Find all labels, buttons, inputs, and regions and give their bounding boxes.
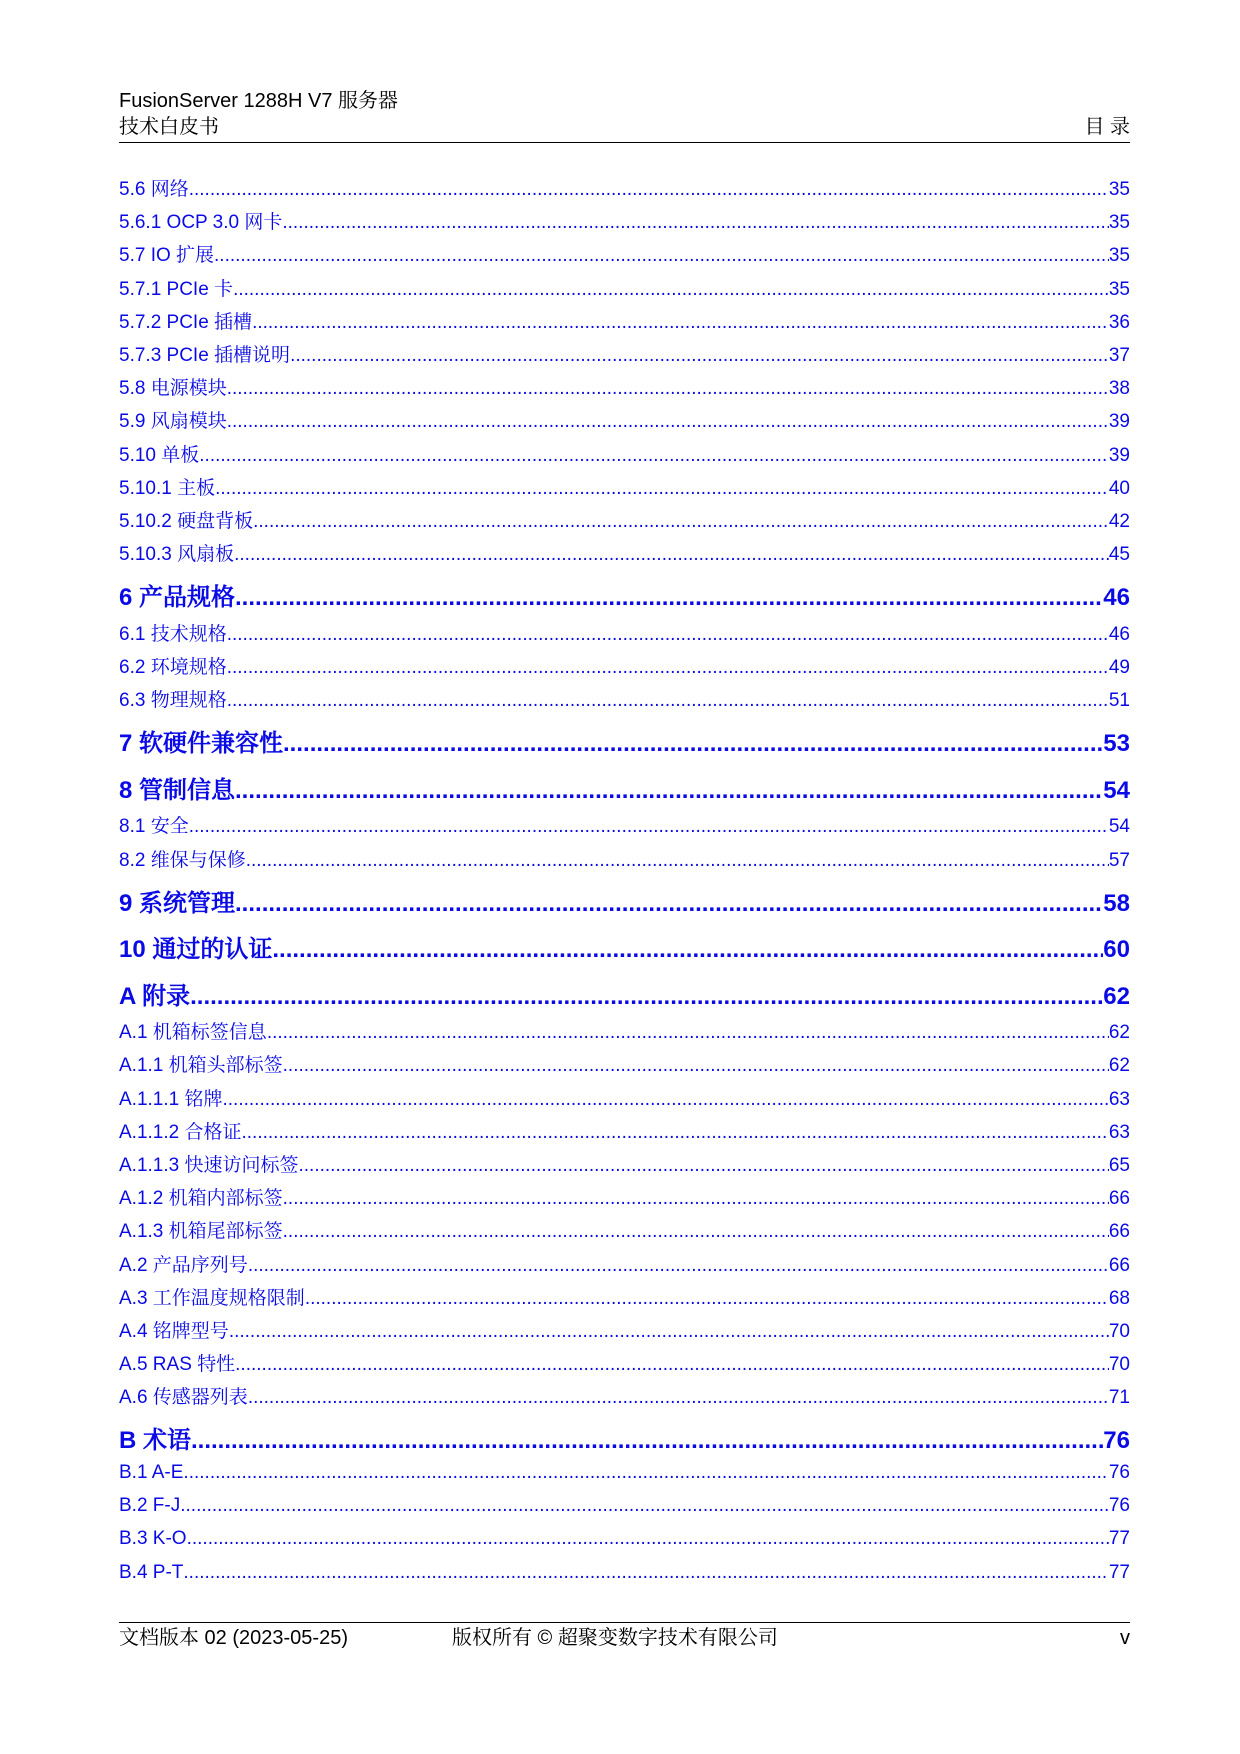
toc-section-link[interactable] [119, 685, 1130, 718]
toc-entry-page-number: 68 [1108, 1287, 1130, 1309]
header-section-title: 目 录 [1084, 116, 1130, 138]
toc-entry-page-number: 77 [1108, 1561, 1130, 1583]
toc-entry-title: 5.8 电源模块 [119, 378, 227, 400]
toc-section-link[interactable] [119, 845, 1130, 878]
toc-section-link[interactable] [119, 1316, 1130, 1349]
toc-entry-title: 5.9 风扇模块 [119, 411, 227, 433]
toc-dot-leader [282, 212, 1109, 234]
toc-section-link[interactable] [119, 1495, 1130, 1528]
toc-section-link[interactable] [119, 373, 1130, 406]
toc-section-link[interactable] [119, 539, 1130, 572]
toc-dot-leader [305, 1288, 1109, 1310]
toc-entry-page-number: 66 [1108, 1221, 1130, 1243]
toc-section-link[interactable] [119, 1183, 1130, 1216]
toc-dot-leader [214, 245, 1109, 267]
toc-entry-page-number: 76 [1103, 1427, 1130, 1455]
toc-entry-page-number: 38 [1108, 378, 1130, 400]
toc-dot-leader [233, 279, 1109, 301]
toc-dot-leader [227, 411, 1109, 433]
toc-entry-page-number: 35 [1108, 212, 1130, 234]
toc-entry-page-number: 35 [1108, 245, 1130, 267]
toc-entry-title: A.1.2 机箱内部标签 [119, 1188, 283, 1210]
toc-entry-page-number: 35 [1108, 179, 1130, 200]
toc-entry-page-number: 42 [1108, 510, 1130, 532]
toc-entry-page-number: 57 [1108, 849, 1130, 871]
toc-section-link[interactable] [119, 1084, 1130, 1117]
toc-entry-page-number: 70 [1108, 1320, 1130, 1342]
toc-section-link[interactable] [119, 240, 1130, 273]
toc-section-link[interactable] [119, 473, 1130, 506]
toc-entry-title: A.1.1.2 合格证 [119, 1121, 242, 1143]
toc-dot-leader [229, 1321, 1109, 1343]
footer-copyright: 版权所有 © 超聚变数字技术有限公司 [452, 1627, 778, 1649]
toc-entry-page-number: 53 [1103, 730, 1130, 758]
toc-section-link[interactable] [119, 1050, 1130, 1083]
toc-section-link[interactable] [119, 811, 1130, 844]
toc-entry-title: 9 系统管理 [119, 889, 236, 917]
toc-section-link[interactable] [119, 619, 1130, 652]
toc-dot-leader [234, 544, 1109, 566]
toc-entry-title: 5.10.1 主板 [119, 477, 216, 499]
toc-section-link[interactable] [119, 506, 1130, 539]
toc-entry-title: A.1.1.3 快速访问标签 [119, 1154, 299, 1176]
toc-entry-page-number: 37 [1108, 344, 1130, 366]
toc-entry-page-number: 77 [1108, 1528, 1130, 1550]
table-of-contents [119, 174, 1130, 1595]
toc-chapter-link[interactable] [119, 924, 1130, 971]
toc-entry-page-number: 71 [1108, 1387, 1130, 1409]
toc-entry-title: B.4 P-T [119, 1561, 184, 1583]
toc-dot-leader [267, 1022, 1109, 1044]
toc-entry-page-number: 40 [1108, 477, 1130, 499]
footer-page-number: v [1120, 1627, 1130, 1649]
toc-dot-leader [227, 690, 1109, 712]
toc-entry-title: 5.6 网络 [119, 179, 189, 200]
toc-entry-title: 6.2 环境规格 [119, 656, 227, 678]
toc-dot-leader [227, 624, 1109, 646]
toc-entry-title: 5.10.3 风扇板 [119, 544, 235, 566]
toc-section-link[interactable] [119, 1382, 1130, 1415]
toc-dot-leader [283, 1055, 1109, 1077]
toc-dot-leader [199, 445, 1109, 467]
toc-entry-title: 8.2 维保与保修 [119, 849, 246, 871]
toc-dot-leader [283, 1221, 1109, 1243]
toc-entry-page-number: 76 [1108, 1461, 1130, 1483]
toc-dot-leader [253, 511, 1109, 533]
toc-entry-page-number: 46 [1108, 623, 1130, 645]
toc-section-link[interactable] [119, 1562, 1130, 1595]
toc-entry-title: 8 管制信息 [119, 776, 236, 804]
footer-document-version: 文档版本 02 (2023-05-25) [119, 1627, 348, 1649]
toc-entry-page-number: 62 [1108, 1055, 1130, 1077]
toc-entry-page-number: 65 [1108, 1154, 1130, 1176]
toc-entry-page-number: 39 [1108, 444, 1130, 466]
toc-entry-page-number: 45 [1108, 544, 1130, 566]
toc-dot-leader [180, 1495, 1109, 1517]
toc-dot-leader [235, 584, 1103, 612]
toc-entry-title: 6.3 物理规格 [119, 690, 227, 712]
toc-entry-title: B 术语 [119, 1427, 191, 1455]
toc-entry-title: 5.6.1 OCP 3.0 网卡 [119, 212, 283, 234]
toc-entry-page-number: 54 [1103, 776, 1130, 804]
toc-section-link[interactable] [119, 174, 1130, 207]
toc-dot-leader [183, 1562, 1108, 1584]
toc-dot-leader [191, 1427, 1103, 1455]
toc-section-link[interactable] [119, 307, 1130, 340]
toc-dot-leader [248, 1255, 1109, 1277]
toc-dot-leader [227, 378, 1109, 400]
toc-dot-leader [252, 312, 1109, 334]
toc-section-link[interactable] [119, 1216, 1130, 1249]
toc-entry-title: 5.7 IO 扩展 [119, 245, 215, 267]
toc-chapter-link[interactable] [119, 572, 1130, 619]
toc-section-link[interactable] [119, 1150, 1130, 1183]
toc-dot-leader [299, 1155, 1109, 1177]
toc-chapter-link[interactable] [119, 971, 1130, 1018]
toc-section-link[interactable] [119, 1117, 1130, 1150]
toc-entry-title: A.1 机箱标签信息 [119, 1022, 267, 1044]
toc-entry-page-number: 63 [1108, 1121, 1130, 1143]
toc-entry-title: 5.10 单板 [119, 444, 200, 466]
toc-entry-title: 5.10.2 硬盘背板 [119, 510, 254, 532]
toc-dot-leader [235, 1354, 1109, 1376]
toc-dot-leader [235, 777, 1103, 805]
toc-entry-title: 5.7.3 PCIe 插槽说明 [119, 344, 291, 366]
toc-dot-leader [283, 730, 1103, 758]
toc-entry-title: A 附录 [119, 982, 191, 1010]
toc-section-link[interactable] [119, 274, 1130, 307]
toc-entry-page-number: 39 [1108, 411, 1130, 433]
toc-entry-title: A.1.1 机箱头部标签 [119, 1055, 283, 1077]
toc-chapter-link[interactable] [119, 1415, 1130, 1462]
toc-dot-leader [190, 983, 1103, 1011]
toc-entry-page-number: 66 [1108, 1254, 1130, 1276]
toc-entry-title: B.2 F-J [119, 1495, 181, 1517]
toc-dot-leader [223, 1089, 1109, 1111]
toc-dot-leader [183, 1462, 1108, 1484]
toc-section-link[interactable] [119, 1283, 1130, 1316]
toc-entry-title: 6 产品规格 [119, 584, 236, 612]
toc-section-link[interactable] [119, 440, 1130, 473]
toc-chapter-link[interactable] [119, 765, 1130, 812]
header-document-type: 技术白皮书 [119, 116, 219, 138]
toc-section-link[interactable] [119, 207, 1130, 240]
toc-entry-title: 5.7.2 PCIe 插槽 [119, 311, 253, 333]
toc-entry-title: B.1 A-E [119, 1461, 184, 1483]
toc-entry-title: 6.1 技术规格 [119, 623, 227, 645]
toc-entry-page-number: 51 [1108, 690, 1130, 712]
toc-section-link[interactable] [119, 1017, 1130, 1050]
toc-dot-leader [290, 345, 1109, 367]
toc-entry-title: A.4 铭牌型号 [119, 1320, 229, 1342]
toc-entry-title: 5.7.1 PCIe 卡 [119, 278, 234, 300]
toc-entry-page-number: 58 [1103, 889, 1130, 917]
toc-section-link[interactable] [119, 1528, 1130, 1561]
toc-dot-leader [215, 478, 1109, 500]
toc-entry-title: 8.1 安全 [119, 816, 189, 838]
toc-entry-title: B.3 K-O [119, 1528, 187, 1550]
toc-entry-title: A.3 工作温度规格限制 [119, 1287, 305, 1309]
toc-dot-leader [246, 850, 1109, 872]
toc-dot-leader [189, 179, 1109, 201]
toc-entry-page-number: 62 [1108, 1022, 1130, 1044]
toc-entry-page-number: 70 [1108, 1354, 1130, 1376]
page-footer [119, 1622, 1130, 1655]
toc-entry-page-number: 54 [1108, 816, 1130, 838]
toc-dot-leader [227, 657, 1109, 679]
toc-chapter-link[interactable] [119, 878, 1130, 925]
toc-entry-page-number: 60 [1103, 936, 1130, 964]
toc-entry-title: A.6 传感器列表 [119, 1387, 248, 1409]
toc-entry-title: A.1.1.1 铭牌 [119, 1088, 223, 1110]
toc-entry-title: 7 软硬件兼容性 [119, 730, 284, 758]
toc-entry-title: 10 通过的认证 [119, 936, 273, 964]
toc-chapter-link[interactable] [119, 718, 1130, 765]
toc-entry-page-number: 76 [1108, 1495, 1130, 1517]
page-header [119, 88, 1130, 143]
toc-dot-leader [272, 936, 1103, 964]
toc-dot-leader [235, 890, 1103, 918]
toc-entry-page-number: 62 [1103, 982, 1130, 1010]
toc-entry-page-number: 66 [1108, 1188, 1130, 1210]
toc-dot-leader [189, 816, 1109, 838]
toc-entry-page-number: 46 [1103, 584, 1130, 612]
toc-section-link[interactable] [119, 1462, 1130, 1495]
toc-section-link[interactable] [119, 340, 1130, 373]
toc-entry-page-number: 49 [1108, 656, 1130, 678]
toc-section-link[interactable] [119, 1349, 1130, 1382]
toc-entry-page-number: 35 [1108, 278, 1130, 300]
toc-dot-leader [242, 1122, 1109, 1144]
header-product-name: FusionServer 1288H V7 服务器 [119, 90, 399, 112]
toc-section-link[interactable] [119, 652, 1130, 685]
toc-entry-page-number: 63 [1108, 1088, 1130, 1110]
toc-entry-title: A.1.3 机箱尾部标签 [119, 1221, 283, 1243]
toc-entry-page-number: 36 [1108, 311, 1130, 333]
toc-section-link[interactable] [119, 406, 1130, 439]
toc-dot-leader [283, 1188, 1109, 1210]
toc-entry-title: A.2 产品序列号 [119, 1254, 248, 1276]
toc-entry-title: A.5 RAS 特性 [119, 1354, 236, 1376]
toc-dot-leader [187, 1528, 1109, 1550]
toc-dot-leader [248, 1387, 1109, 1409]
toc-section-link[interactable] [119, 1250, 1130, 1283]
